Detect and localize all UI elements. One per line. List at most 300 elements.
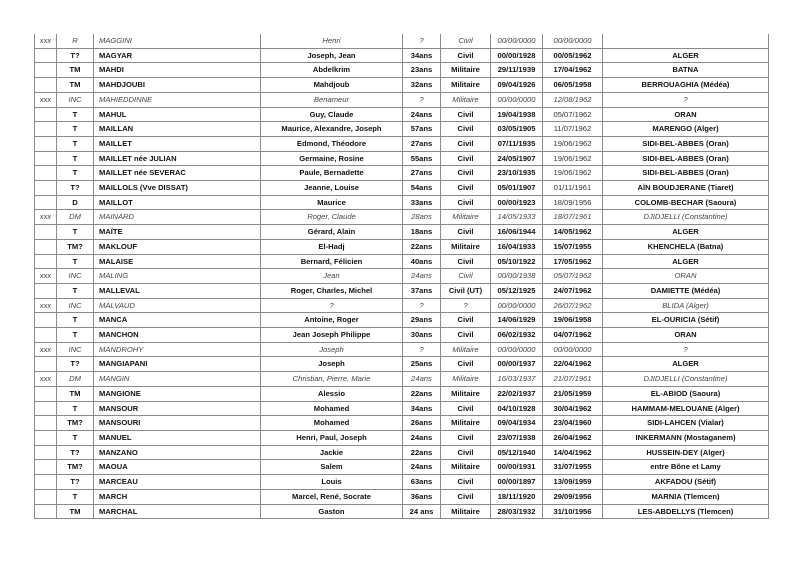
age-cell: 27ans [403, 166, 441, 181]
table-row [35, 372, 769, 387]
death-place-cell: INKERMANN (Mostaganem) [603, 430, 769, 445]
table-row [35, 63, 769, 78]
status-cell: DM [57, 210, 94, 225]
category-cell: Civil [441, 181, 491, 196]
mark-cell [35, 489, 57, 504]
table-row [35, 313, 769, 328]
firstnames-cell: Paule, Bernadette [261, 166, 403, 181]
birth-date-cell: 07/11/1935 [491, 136, 543, 151]
firstnames-cell: Henri, Paul, Joseph [261, 430, 403, 445]
death-place-cell: ALGER [603, 254, 769, 269]
birth-date-cell: 14/06/1929 [491, 313, 543, 328]
age-cell: 27ans [403, 136, 441, 151]
table-row [35, 430, 769, 445]
status-cell: T [57, 254, 94, 269]
death-place-cell: SIDI-LAHCEN (Vialar) [603, 416, 769, 431]
table-row [35, 386, 769, 401]
death-date-cell: 31/10/1956 [543, 504, 603, 519]
death-place-cell: COLOMB-BECHAR (Saoura) [603, 195, 769, 210]
status-cell: T [57, 107, 94, 122]
category-cell: Militaire [441, 386, 491, 401]
mark-cell [35, 475, 57, 490]
surname-cell: MAHIEDDINNE [94, 92, 261, 107]
firstnames-cell: ? [261, 298, 403, 313]
death-place-cell: AKFADOU (Sétif) [603, 475, 769, 490]
surname-cell: MAOUA [94, 460, 261, 475]
death-place-cell: DJIDJELLI (Constantine) [603, 372, 769, 387]
status-cell: T [57, 328, 94, 343]
age-cell: 32ans [403, 78, 441, 93]
death-place-cell: MARENGO (Alger) [603, 122, 769, 137]
category-cell: Militaire [441, 460, 491, 475]
mark-cell [35, 401, 57, 416]
table-row [35, 78, 769, 93]
death-place-cell: KHENCHELA (Batna) [603, 239, 769, 254]
category-cell: Militaire [441, 239, 491, 254]
table-row [35, 401, 769, 416]
death-date-cell: 05/07/1962 [543, 269, 603, 284]
mark-cell: xxx [35, 298, 57, 313]
death-place-cell: EL-ABIOD (Saoura) [603, 386, 769, 401]
surname-cell: MAILLOT [94, 195, 261, 210]
birth-date-cell: 19/04/1938 [491, 107, 543, 122]
category-cell: Civil [441, 107, 491, 122]
surname-cell: MAÏTE [94, 225, 261, 240]
mark-cell: xxx [35, 210, 57, 225]
birth-date-cell: 00/00/1938 [491, 269, 543, 284]
death-date-cell: 00/00/0000 [543, 342, 603, 357]
table-row [35, 269, 769, 284]
death-place-cell: BLIDA (Alger) [603, 298, 769, 313]
age-cell: 29ans [403, 313, 441, 328]
table-row [35, 504, 769, 519]
death-date-cell: 22/04/1962 [543, 357, 603, 372]
firstnames-cell: Benameur [261, 92, 403, 107]
category-cell: Militaire [441, 504, 491, 519]
mark-cell [35, 357, 57, 372]
age-cell: 40ans [403, 254, 441, 269]
mark-cell: xxx [35, 342, 57, 357]
mark-cell [35, 239, 57, 254]
status-cell: T [57, 166, 94, 181]
category-cell: Civil [441, 151, 491, 166]
firstnames-cell: Marcel, René, Socrate [261, 489, 403, 504]
death-place-cell: ? [603, 92, 769, 107]
birth-date-cell: 18/11/1920 [491, 489, 543, 504]
firstnames-cell: Germaine, Rosine [261, 151, 403, 166]
birth-date-cell: 00/00/0000 [491, 92, 543, 107]
status-cell: T? [57, 48, 94, 63]
age-cell: ? [403, 34, 441, 48]
category-cell: Civil [441, 136, 491, 151]
mark-cell [35, 181, 57, 196]
death-place-cell: ALGER [603, 225, 769, 240]
category-cell: Militaire [441, 372, 491, 387]
death-place-cell: AÏN BOUDJERANE (Tiaret) [603, 181, 769, 196]
death-date-cell: 18/09/1956 [543, 195, 603, 210]
firstnames-cell: Mohamed [261, 416, 403, 431]
death-date-cell: 13/09/1959 [543, 475, 603, 490]
casualty-register-table [34, 34, 769, 519]
death-place-cell: BERROUAGHIA (Médéa) [603, 78, 769, 93]
death-place-cell: SIDI-BEL-ABBES (Oran) [603, 151, 769, 166]
category-cell: Militaire [441, 210, 491, 225]
death-place-cell: ORAN [603, 107, 769, 122]
status-cell: D [57, 195, 94, 210]
surname-cell: MALVAUD [94, 298, 261, 313]
status-cell: T [57, 313, 94, 328]
death-place-cell: entre Bône et Lamy [603, 460, 769, 475]
surname-cell: MANUEL [94, 430, 261, 445]
birth-date-cell: 09/04/1934 [491, 416, 543, 431]
death-date-cell: 17/05/1962 [543, 254, 603, 269]
status-cell: T [57, 401, 94, 416]
death-date-cell: 00/00/0000 [543, 34, 603, 48]
table-row [35, 239, 769, 254]
surname-cell: MALLEVAL [94, 283, 261, 298]
mark-cell [35, 166, 57, 181]
firstnames-cell: Edmond, Théodore [261, 136, 403, 151]
birth-date-cell: 23/10/1935 [491, 166, 543, 181]
death-place-cell: MARNIA (Tlemcen) [603, 489, 769, 504]
age-cell: 57ans [403, 122, 441, 137]
age-cell: 24ans [403, 372, 441, 387]
age-cell: 25ans [403, 357, 441, 372]
table-row [35, 328, 769, 343]
status-cell: TM? [57, 239, 94, 254]
status-cell: INC [57, 342, 94, 357]
surname-cell: MANDROHY [94, 342, 261, 357]
birth-date-cell: 06/02/1932 [491, 328, 543, 343]
surname-cell: MAHUL [94, 107, 261, 122]
age-cell: 24 ans [403, 504, 441, 519]
category-cell: Civil [441, 166, 491, 181]
status-cell: INC [57, 269, 94, 284]
category-cell: Civil [441, 313, 491, 328]
firstnames-cell: Roger, Claude [261, 210, 403, 225]
status-cell: TM [57, 78, 94, 93]
firstnames-cell: Jackie [261, 445, 403, 460]
mark-cell [35, 225, 57, 240]
age-cell: 54ans [403, 181, 441, 196]
status-cell: T [57, 225, 94, 240]
surname-cell: MANGIN [94, 372, 261, 387]
category-cell: Civil [441, 225, 491, 240]
category-cell: Militaire [441, 342, 491, 357]
mark-cell: xxx [35, 34, 57, 48]
table-row [35, 92, 769, 107]
table-row [35, 342, 769, 357]
mark-cell [35, 48, 57, 63]
firstnames-cell: Maurice [261, 195, 403, 210]
birth-date-cell: 04/10/1928 [491, 401, 543, 416]
firstnames-cell: Jeanne, Louise [261, 181, 403, 196]
status-cell: T? [57, 181, 94, 196]
death-date-cell: 12/08/1962 [543, 92, 603, 107]
death-date-cell: 26/04/1962 [543, 430, 603, 445]
status-cell: INC [57, 92, 94, 107]
table-row [35, 122, 769, 137]
status-cell: T [57, 489, 94, 504]
death-date-cell: 29/09/1956 [543, 489, 603, 504]
birth-date-cell: 29/11/1939 [491, 63, 543, 78]
category-cell: Civil [441, 254, 491, 269]
age-cell: 24ans [403, 430, 441, 445]
death-place-cell: ? [603, 342, 769, 357]
surname-cell: MAGYAR [94, 48, 261, 63]
age-cell: 55ans [403, 151, 441, 166]
birth-date-cell: 00/00/1923 [491, 195, 543, 210]
age-cell: 22ans [403, 239, 441, 254]
category-cell: Militaire [441, 78, 491, 93]
death-date-cell: 05/07/1962 [543, 107, 603, 122]
age-cell: ? [403, 342, 441, 357]
firstnames-cell: Alessio [261, 386, 403, 401]
age-cell: 18ans [403, 225, 441, 240]
surname-cell: MANZANO [94, 445, 261, 460]
death-date-cell: 19/06/1962 [543, 166, 603, 181]
status-cell: T [57, 151, 94, 166]
mark-cell [35, 63, 57, 78]
table-row [35, 357, 769, 372]
status-cell: INC [57, 298, 94, 313]
age-cell: 22ans [403, 386, 441, 401]
firstnames-cell: Jean [261, 269, 403, 284]
death-date-cell: 18/07/1961 [543, 210, 603, 225]
mark-cell [35, 416, 57, 431]
age-cell: 34ans [403, 48, 441, 63]
surname-cell: MAILLET [94, 136, 261, 151]
category-cell: Militaire [441, 416, 491, 431]
status-cell: T? [57, 475, 94, 490]
firstnames-cell: El-Hadj [261, 239, 403, 254]
birth-date-cell: 05/12/1925 [491, 283, 543, 298]
death-date-cell: 19/06/1962 [543, 151, 603, 166]
age-cell: 36ans [403, 489, 441, 504]
death-date-cell: 11/07/1962 [543, 122, 603, 137]
table-row [35, 195, 769, 210]
category-cell: Civil [441, 269, 491, 284]
table-row [35, 298, 769, 313]
age-cell: 34ans [403, 401, 441, 416]
birth-date-cell: 00/00/0000 [491, 298, 543, 313]
death-date-cell: 14/04/1962 [543, 445, 603, 460]
death-date-cell: 23/04/1960 [543, 416, 603, 431]
firstnames-cell: Abdelkrim [261, 63, 403, 78]
death-date-cell: 04/07/1962 [543, 328, 603, 343]
death-date-cell: 21/07/1961 [543, 372, 603, 387]
birth-date-cell: 23/07/1938 [491, 430, 543, 445]
birth-date-cell: 24/05/1907 [491, 151, 543, 166]
mark-cell [35, 283, 57, 298]
birth-date-cell: 16/03/1937 [491, 372, 543, 387]
mark-cell [35, 386, 57, 401]
firstnames-cell: Roger, Charles, Michel [261, 283, 403, 298]
category-cell: Civil [441, 401, 491, 416]
mark-cell [35, 78, 57, 93]
firstnames-cell: Guy, Claude [261, 107, 403, 122]
death-date-cell: 01/11/1961 [543, 181, 603, 196]
table-row [35, 151, 769, 166]
surname-cell: MAHDJOUBI [94, 78, 261, 93]
birth-date-cell: 16/04/1933 [491, 239, 543, 254]
firstnames-cell: Christian, Pierre, Marie [261, 372, 403, 387]
status-cell: TM [57, 386, 94, 401]
status-cell: TM? [57, 460, 94, 475]
birth-date-cell: 00/00/1931 [491, 460, 543, 475]
birth-date-cell: 00/00/1928 [491, 48, 543, 63]
death-date-cell: 06/05/1958 [543, 78, 603, 93]
firstnames-cell: Joseph [261, 357, 403, 372]
status-cell: TM [57, 63, 94, 78]
death-date-cell: 19/06/1962 [543, 136, 603, 151]
status-cell: T [57, 283, 94, 298]
surname-cell: MANSOUR [94, 401, 261, 416]
age-cell: 24ans [403, 107, 441, 122]
surname-cell: MAINARD [94, 210, 261, 225]
surname-cell: MAGGINI [94, 34, 261, 48]
table-row [35, 107, 769, 122]
death-place-cell: LES-ABDELLYS (Tlemcen) [603, 504, 769, 519]
category-cell: Civil [441, 195, 491, 210]
firstnames-cell: Joseph [261, 342, 403, 357]
death-date-cell: 26/07/1962 [543, 298, 603, 313]
surname-cell: MAILLET née SEVERAC [94, 166, 261, 181]
age-cell: 23ans [403, 63, 441, 78]
age-cell: 24ans [403, 269, 441, 284]
category-cell: Militaire [441, 63, 491, 78]
register-body [35, 34, 769, 519]
death-place-cell: DAMIETTE (Médéa) [603, 283, 769, 298]
mark-cell [35, 195, 57, 210]
table-row [35, 416, 769, 431]
age-cell: 28ans [403, 210, 441, 225]
mark-cell [35, 313, 57, 328]
table-row [35, 225, 769, 240]
death-date-cell: 31/07/1955 [543, 460, 603, 475]
surname-cell: MAILLET née JULIAN [94, 151, 261, 166]
birth-date-cell: 05/01/1907 [491, 181, 543, 196]
surname-cell: MANSOURI [94, 416, 261, 431]
status-cell: TM? [57, 416, 94, 431]
death-date-cell: 15/07/1955 [543, 239, 603, 254]
category-cell: Civil (UT) [441, 283, 491, 298]
surname-cell: MARCHAL [94, 504, 261, 519]
firstnames-cell: Mohamed [261, 401, 403, 416]
category-cell: ? [441, 298, 491, 313]
birth-date-cell: 09/04/1926 [491, 78, 543, 93]
firstnames-cell: Louis [261, 475, 403, 490]
surname-cell: MAILLAN [94, 122, 261, 137]
death-date-cell: 30/04/1962 [543, 401, 603, 416]
category-cell: Civil [441, 48, 491, 63]
table-row [35, 48, 769, 63]
table-row [35, 283, 769, 298]
age-cell: ? [403, 92, 441, 107]
death-place-cell: ALGER [603, 48, 769, 63]
category-cell: Civil [441, 430, 491, 445]
category-cell: Civil [441, 475, 491, 490]
surname-cell: MANCHON [94, 328, 261, 343]
birth-date-cell: 00/00/0000 [491, 34, 543, 48]
death-place-cell: ORAN [603, 269, 769, 284]
status-cell: T [57, 122, 94, 137]
status-cell: TM [57, 504, 94, 519]
birth-date-cell: 03/05/1905 [491, 122, 543, 137]
surname-cell: MANGIONE [94, 386, 261, 401]
firstnames-cell: Antoine, Roger [261, 313, 403, 328]
death-place-cell: DJIDJELLI (Constantine) [603, 210, 769, 225]
status-cell: T [57, 430, 94, 445]
surname-cell: MARCH [94, 489, 261, 504]
surname-cell: MARCEAU [94, 475, 261, 490]
status-cell: T [57, 136, 94, 151]
birth-date-cell: 16/06/1944 [491, 225, 543, 240]
birth-date-cell: 00/00/1897 [491, 475, 543, 490]
category-cell: Civil [441, 445, 491, 460]
mark-cell [35, 107, 57, 122]
table-row [35, 489, 769, 504]
mark-cell [35, 460, 57, 475]
status-cell: DM [57, 372, 94, 387]
age-cell: ? [403, 298, 441, 313]
firstnames-cell: Joseph, Jean [261, 48, 403, 63]
status-cell: T? [57, 445, 94, 460]
age-cell: 30ans [403, 328, 441, 343]
birth-date-cell: 05/12/1940 [491, 445, 543, 460]
mark-cell [35, 136, 57, 151]
mark-cell [35, 430, 57, 445]
mark-cell [35, 445, 57, 460]
table-row [35, 445, 769, 460]
birth-date-cell: 05/10/1922 [491, 254, 543, 269]
table-row [35, 166, 769, 181]
surname-cell: MALAISE [94, 254, 261, 269]
birth-date-cell: 28/03/1932 [491, 504, 543, 519]
firstnames-cell: Mahdjoub [261, 78, 403, 93]
birth-date-cell: 00/00/0000 [491, 342, 543, 357]
table-row [35, 136, 769, 151]
mark-cell: xxx [35, 269, 57, 284]
surname-cell: MAILLOLS (Vve DISSAT) [94, 181, 261, 196]
age-cell: 33ans [403, 195, 441, 210]
age-cell: 22ans [403, 445, 441, 460]
mark-cell: xxx [35, 92, 57, 107]
age-cell: 63ans [403, 475, 441, 490]
death-date-cell: 19/06/1958 [543, 313, 603, 328]
death-date-cell: 21/05/1959 [543, 386, 603, 401]
surname-cell: MALING [94, 269, 261, 284]
category-cell: Civil [441, 357, 491, 372]
death-place-cell: HAMMAM-MELOUANE (Alger) [603, 401, 769, 416]
category-cell: Civil [441, 122, 491, 137]
death-place-cell: ORAN [603, 328, 769, 343]
surname-cell: MAHDI [94, 63, 261, 78]
firstnames-cell: Gérard, Alain [261, 225, 403, 240]
table-row [35, 210, 769, 225]
birth-date-cell: 14/05/1933 [491, 210, 543, 225]
mark-cell [35, 254, 57, 269]
table-row [35, 254, 769, 269]
category-cell: Civil [441, 34, 491, 48]
death-place-cell [603, 34, 769, 48]
death-date-cell: 17/04/1962 [543, 63, 603, 78]
table-row [35, 460, 769, 475]
death-place-cell: SIDI-BEL-ABBES (Oran) [603, 166, 769, 181]
category-cell: Militaire [441, 92, 491, 107]
age-cell: 37ans [403, 283, 441, 298]
death-date-cell: 14/05/1962 [543, 225, 603, 240]
